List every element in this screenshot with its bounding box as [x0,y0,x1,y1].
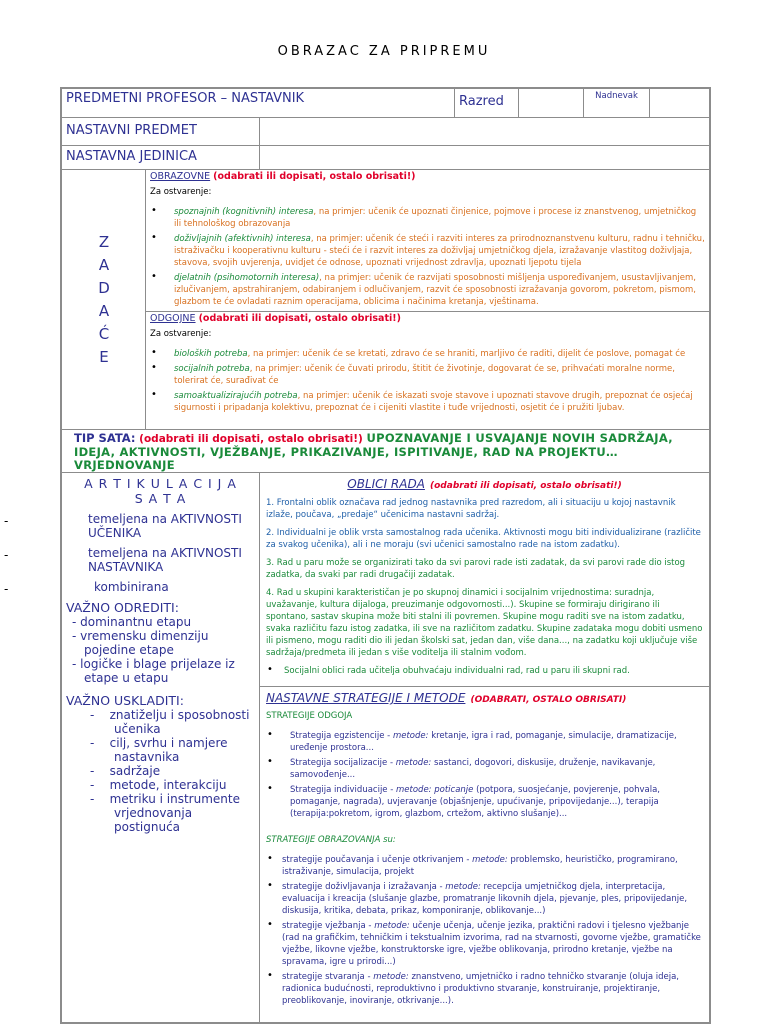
subject-value-cell[interactable] [260,118,709,145]
right-column [260,473,709,1022]
odgojne-item [150,363,705,387]
uskladiti-item: - metriku i instrumente vrjednovanja postignuća [90,792,240,834]
odgoja-item [266,757,703,781]
odgojne-item-term: socijalnih potreba [174,364,250,374]
strategy-text: kretanje, igra i rad, pomaganje, simulacije, dramatizacije, uređenje prostora... [290,731,677,753]
strategy-metode: metode: poticanje [396,785,474,795]
type-dash: - [4,582,9,596]
teacher-row [62,89,709,118]
unit-label-cell [62,146,260,169]
type-text: kombinirana [94,580,169,594]
oblici-rada-instruction: (odabrati ili dopisati, ostalo obrisati!) [430,481,622,491]
uskladiti-item: - cilj, svrhu i namjere nastavnika [90,736,228,764]
zadace-letter: D [98,278,110,297]
odrediti-item-text: logičke i blage prijelaze iz etape u etapu [80,657,235,685]
odrediti-list [62,615,259,685]
odrediti-item: - vremensku dimenziju pojedine etape [72,629,209,657]
uskladiti-item: - metode, interakciju [90,778,227,792]
obrazovanja-label: STRATEGIJE OBRAZOVANJA su: [266,835,396,845]
obrazovne-instruction: (odabrati ili dopisati, ostalo obrisati!) [213,171,416,182]
obrazovanja-item [266,920,703,968]
oblici-paragraph: 1. Frontalni oblik označava rad jednog nastavnika pred razredom, ali i situaciju u kojoj nastavnik izlaže, poučava, „predaje“ učenicima nastavni sadržaj. [266,498,676,520]
class-label-cell [455,89,519,117]
unit-row [62,146,709,170]
uskladiti-list [62,708,259,834]
artikulacija-types [4,512,259,596]
strategy-text: sastanci, dogovori, diskusije, druženje, navikavanje, samovođenje... [290,758,656,780]
zadace-letter: A [98,301,110,320]
oblici-rada-section [260,473,709,687]
type-dash: - [4,514,9,528]
strategy-metode: metode: [472,855,508,865]
type-dash: - [4,548,9,562]
uskladiti-item-text: metriku i instrumente vrjednovanja postignuća [109,792,240,834]
date-label: Nadnevak [595,91,638,101]
odgojne-item-text: , na primjer: učenik će se kretati, zdravo će se hraniti, marljivo će raditi, dijelit će poslove, pomagat će [247,349,686,359]
odrediti-item-text: vremensku dimenziju pojedine etape [80,629,209,657]
strategy-text: znanstveno, umjetničko i radno tehničko stvaranje (oluja ideja, radionica budućnosti, reproduktivno i produktivno stvaranje, konstruiranje, projektiranje, preoblikovanje, inoviranje, otkrivanje...). [282,972,679,1006]
strategy-text: recepcija umjetničkog djela, interpretacija, evaluacija i kreacija (slušanje glazbe, promatranje likovnih djela, pjevanje, ples, pripovijedanje, diskusija, kritika, debata, prikaz, komponiranje, oblikovanje...) [282,882,688,916]
oblici-rada-heading-line [266,476,703,493]
obrazovne-item-term: djelatnih (psihomotornih interesa) [174,273,320,283]
type-text: temeljena na AKTIVNOSTI NASTAVNIKA [88,546,242,574]
lesson-plan-form [4,87,711,1024]
obrazovne-item-text: , na primjer: učenik će upoznati činjenice, pojmove i procese iz znanstvenog, umjetničkog ili tehnološkog obrazovanja [174,207,697,229]
zadace-letter: E [99,347,109,366]
strategije-instruction: (ODABRATI, OSTALO OBRISATI) [470,695,627,705]
obrazovne-item-text: , na primjer: učenik će steći i razviti interes za prirodnoznanstvenu kulturu, radnu i tehničku, istraživačku i kooperativnu kulturu - steći će i razvit interes za doživljaj umjetničkog djela, izražavanje vlastitog doživljaja, stavova, svojih uvjerenja, uvidjet će odnose, upoznati vrijednost zdravlja, upoznati ljepotu tijela [174,234,705,268]
odgojne-section [146,312,709,429]
obrazovne-lead: Za ostvarenje: [150,187,212,197]
odgojne-item-text: , na primjer: učenik će iskazati svoje stavove i upoznati stavove drugih, prepoznat će osjećaj sigurnosti i pripadanja kolektivu, prepoznat će i cijeniti vlastite i tuđe vrijednosti, osjetit će i pružiti ljubav. [174,391,693,413]
strategy-name: Strategija egzistencije - [290,731,391,741]
tip-sata-instruction: (odabrati ili dopisati, ostalo obrisati!) [139,433,363,445]
odgojne-instruction: (odabrati ili dopisati, ostalo obrisati!) [198,313,401,324]
obrazovne-item [150,272,705,308]
oblici-paragraph: 4. Rad u skupini karakterističan je po skupnoj dinamici i socijalnim vrijednostima: suradnja, uvažavanje, kultura dijaloga, preuzimanje odgovornosti...). Skupine se formiraju dirigirano ili spontano, sastav skupina može biti stalni ili povremen. Skupine mogu raditi sve na istom zadatku, svaka različitu fazu istog zadatka, ili sve na različitom zadatku. Skupine zadataka mogu dobiti usmeno ili pismeno, mogu raditi dio ili jedan školski sat, jedan dan, više dana..., na zadatku koji uključuje više sadržaja/predmeta ili jedan s više voditelja ili stalnim vođom. [266,588,703,658]
strategy-metode: metode: [373,972,409,982]
strategy-name: strategije poučavanja i učenje otkrivanjem - [282,855,470,865]
artikulacija-column [4,473,260,1022]
uskladiti-label: VAŽNO USKLADITI: [66,693,184,708]
strategy-text: problemsko, heurističko, programirano, istraživanje, simulacija, projekt [282,855,678,877]
strategy-metode: metode: [374,921,410,931]
obrazovne-section [146,170,709,312]
oblici-paragraph: 2. Individualni je oblik vrsta samostalnog rada učenika. Aktivnosti mogu biti individualizirane (različite za svakog učenika), ali i ne moraju (svi učenici samostalno rade na istom zadatku). [266,528,701,550]
zadace-vertical-label [62,170,146,429]
artikulacija-heading [62,476,259,506]
teacher-label: PREDMETNI PROFESOR – NASTAVNIK [66,91,305,106]
obrazovne-item [150,233,705,269]
odrediti-item: - logičke i blage prijelaze iz etape u etapu [72,657,235,685]
artikulacija-type [4,580,259,596]
strategy-metode: metode: [395,758,432,768]
unit-label: NASTAVNA JEDINICA [66,149,197,164]
uskladiti-item-text: cilj, svrhu i namjere nastavnika [109,736,228,764]
obrazovne-item-term: spoznajnih (kognitivnih) interesa [174,207,314,217]
oblici-note: • Socijalni oblici rada učitelja obuhvaćaju individualni rad, rad u paru ili skupni rad. [266,665,703,677]
strategije-heading: NASTAVNE STRATEGIJE I METODE [266,691,466,705]
subject-label-cell [62,118,260,145]
odgoja-item [266,784,703,820]
bottom-section [4,473,709,1022]
odrediti-label: VAŽNO ODREDITI: [66,600,179,615]
strategy-name: strategije vježbanja - [282,921,372,931]
artikulacija-heading-line: A R T I K U L A C I J A [84,476,237,491]
odrediti-item: - dominantnu etapu [72,615,192,629]
strategy-metode: metode: [445,882,481,892]
uskladiti-item: - znatiželju i sposobnosti učenika [90,708,250,736]
odgojne-item-term: samoaktualizirajućih potreba [174,391,298,401]
artikulacija-heading-line: S A T A [134,491,187,506]
subject-row [62,118,709,146]
strategy-name: strategije stvaranja - [282,972,371,982]
odgojne-item [150,390,705,414]
page-title: OBRAZAC ZA PRIPREMU [277,44,491,59]
odgojne-heading: ODGOJNE [150,313,196,324]
odrediti-item-text: dominantnu etapu [80,615,192,629]
odgojne-lead: Za ostvarenje: [150,329,212,339]
odgoja-label: STRATEGIJE ODGOJA [266,711,353,721]
tip-sata-row [62,430,709,473]
class-value-cell[interactable] [519,89,584,117]
artikulacija-type [4,512,259,540]
obrazovne-heading: OBRAZOVNE [150,171,211,182]
obrazovanja-item [266,854,703,878]
uskladiti-item-text: znatiželju i sposobnosti učenika [109,708,250,736]
odgojne-item-text: , na primjer: učenik će čuvati prirodu, štitit će životinje, dogovarat će se, prihvaćati moralne norme, tolerirat će, surađivat će [174,364,675,386]
zadace-vertical-cell [62,170,146,429]
strategy-name: Strategija socijalizacije - [290,758,394,768]
obrazovne-item-text: , na primjer: učenik će razvijati sposobnosti mišljenja uspoređivanjem, usustavljivanjem, izlučivanjem, apstrahiranjem, odabiranjem i odlučivanjem, razvit će sposobnosti izražavanja govorom, pokretom, pismom, glazbom te će ovladati raznim operacijama, oblicima i načinima kretanja, vještinama. [174,273,696,307]
obrazovanja-item [266,971,703,1007]
tip-sata-options: UPOZNAVANJE I USVAJANJE NOVIH SADRŽAJA, IDEJA, AKTIVNOSTI, VJEŽBANJE, PRIKAZIVANJE, ISPITIVANJE, RAD NA PROJEKTU… VRJEDNOVANJE [74,431,673,472]
oblici-paragraph: 3. Rad u paru može se organizirati tako da svi parovi rade isti zadatak, da svi parovi rade dio istog zadatka, da svaki par radi drugačiji zadatak. [266,558,686,580]
type-text: temeljena na AKTIVNOSTI UČENIKA [88,512,242,540]
uskladiti-item-text: metode, interakciju [109,778,227,792]
strategy-text: učenje učenja, učenje jezika, praktični radovi i tjelesno vježbanje (rad na grafičkim, tehničkim i tekstualnim izvorima, rad na stvarnosti, govorne vježbe, gramatičke vježbe, likovne vježbe, konstruktorske igre, vježbe oblikovanja, prirodno kretanje, vježbe na spravama, igre u prirodi...) [282,921,701,967]
odgojne-item-term: bioloških potreba [174,349,248,359]
strategy-name: Strategija individuacije - [290,785,394,795]
odgoja-item [266,730,703,754]
uskladiti-item: - sadržaje [90,764,161,778]
obrazovanja-item [266,881,703,917]
strategije-heading-line [266,689,703,708]
uskladiti-item-text: sadržaje [109,764,161,778]
obrazovne-item-term: doživljajnih (afektivnih) interesa [174,234,311,244]
tip-sata-label: TIP SATA: [74,431,136,445]
tip-sata-text [74,432,697,472]
strategije-section [260,687,709,1022]
strategy-name: strategije doživljavanja i izražavanja - [282,882,443,892]
date-label-cell [584,89,650,117]
oblici-rada-heading: OBLICI RADA [347,477,425,491]
subject-label: NASTAVNI PREDMET [66,123,197,138]
zadace-letter: Z [98,232,110,251]
zadace-letter: Ć [98,324,110,343]
strategy-metode: metode: [392,731,429,741]
zadace-row [62,170,709,430]
odgojne-item [150,348,705,360]
strategy-text: (potpora, suosjećanje, povjerenje, pohvala, pomaganje, nagrada), uvjeravanje (objašnjenje, upućivanje, pripovijedanje...), terapija (terapija:pokretom, igrom, glazbom, crtežom, aktivno slušanje)... [290,785,660,819]
zadace-letter: A [98,255,110,274]
teacher-label-cell [62,89,455,117]
unit-value-cell[interactable] [260,146,709,169]
artikulacija-type [4,546,259,574]
date-value-cell[interactable] [650,89,709,117]
class-label: Razred [459,94,504,109]
obrazovne-item [150,206,705,230]
zadace-content-cell [146,170,709,429]
